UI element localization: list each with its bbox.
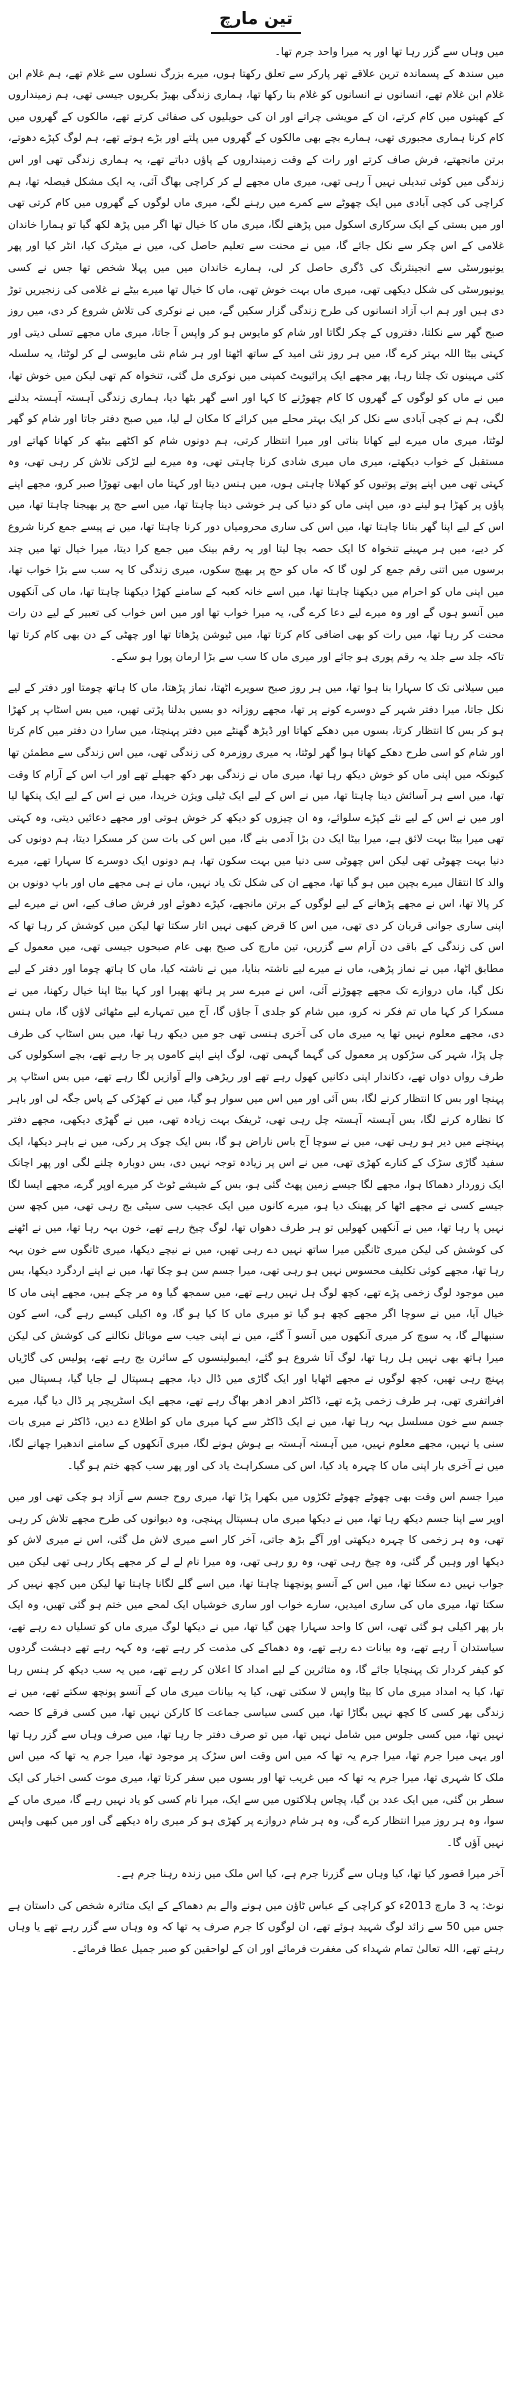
article-paragraph-1: میں سندھ کے پسماندہ ترین علاقے تھر پارکر سے تعلق رکھتا ہوں، میرے بزرگ نسلوں سے غلام تھے، ہم غلام ابن غلام ابن غلام تھے، انسانوں نے انسانوں کو غلام بنا رکھا تھا، ہماری زندگی بھیڑ بکریوں جیسی تھی، ہم زمینداروں کے کھیتوں میں کام کرتے، ان کے مویشی چراتے اور ان کی حویلیوں کی صفائی کرتے تھے، مالکوں کے گھروں میں کام کرنا ہماری مجبوری تھی، ہمارے بچے بھی مالکوں کے گھروں میں پلتے اور بڑے ہوتے تھے، ہم لوگ کپڑے دھوتے، برتن مانجھتے، فرش صاف کرتے اور رات کے وقت زمینداروں کے پاؤں دباتے تھے، یہ ہماری زندگی تھی اور اس زندگی میں کوئی تبدیلی نہیں آ رہی تھی، میری ماں مجھے لے کر کراچی بھاگ آئی، یہ ایک مشکل فیصلہ تھا، ہم کراچی کی کچی آبادی میں ایک چھوٹے سے کمرے میں رہنے لگے، میری ماں لوگوں کے گھروں میں کام کرتی تھی اور میں بستی کے ایک سرکاری اسکول میں پڑھنے لگا، میری ماں کا خیال تھا اگر میں پڑھ لکھ گیا تو ہمارا خاندان غلامی کے اس چکر سے نکل جائے گا، میں نے محنت سے تعلیم حاصل کی، میں نے میٹرک کیا، انٹر کیا اور پھر یونیورسٹی سے انجینئرنگ کی ڈگری حاصل کر لی، ہمارے خاندان میں میں پہلا شخص تھا جس نے کسی یونیورسٹی کی شکل دیکھی تھی، میری ماں بہت خوش تھی، ماں کا خیال تھا میرے بیٹے نے غلامی کی زنجیریں توڑ دی ہیں اور ہم اب آزاد انسانوں کی طرح زندگی گزار سکیں گے، میں نے نوکری کی تلاش شروع کر دی، میں روز صبح گھر سے نکلتا، دفتروں کے چکر لگاتا اور شام کو مایوس ہو کر واپس آ جاتا، میری ماں مجھے تسلی دیتی اور کہتی بیٹا اللہ بہتر کرے گا، میں ہر روز نئی امید کے ساتھ اٹھتا اور ہر شام نئی مایوسی لے کر لوٹتا، یہ سلسلہ کئی مہینوں تک چلتا رہا، پھر مجھے ایک پرائیویٹ کمپنی میں نوکری مل گئی، تنخواہ کم تھی لیکن میں خوش تھا، میں نے ماں کو لوگوں کے گھروں کا کام چھوڑنے کا کہا اور اسے گھر بٹھا دیا، ہماری زندگی آہستہ آہستہ بدلنے لگی، ہم نے کچی آبادی سے نکل کر ایک بہتر محلے میں کرائے کا مکان لے لیا، میں صبح دفتر جاتا اور شام کو گھر لوٹتا، میری ماں میرے لیے کھانا بناتی اور میرا انتظار کرتی، ہم دونوں شام کو اکٹھے بیٹھ کر کھانا کھاتے اور مستقبل کے خواب دیکھتے، میری ماں میری شادی کرنا چاہتی تھی، وہ میرے لیے لڑکی تلاش کر رہی تھی، وہ کہتی تھی میں اپنے پوتے پوتیوں کو کھلانا چاہتی ہوں، میں ہنس دیتا اور کہتا ماں ابھی تھوڑا صبر کرو، مجھے اپنے پاؤں پر کھڑا ہو لینے دو، میں اپنی ماں کو دنیا کی ہر خوشی دینا چاہتا تھا، میں اسے حج پر بھیجنا چاہتا تھا، میں اس کے لیے اپنا گھر بنانا چاہتا تھا، میں اس کی ساری محرومیاں دور کرنا چاہتا تھا، میں نے پیسے جمع کرنا شروع کر دیے، میں ہر مہینے تنخواہ کا ایک حصہ بچا لیتا اور یہ رقم بینک میں جمع کرا دیتا، میرا خیال تھا میں چند برسوں میں اتنی رقم جمع کر لوں گا کہ ماں کو حج پر بھیج سکوں، میری زندگی کا یہ سب سے بڑا خواب تھا، میں اپنی ماں کو احرام میں دیکھنا چاہتا تھا، میں اسے خانہ کعبہ کے سامنے کھڑا دیکھنا چاہتا تھا، ماں کی آنکھوں میں آنسو ہوں گے اور وہ میرے لیے دعا کرے گی، یہ میرا خواب تھا اور میں اس خواب کی تعبیر کے لیے دن رات محنت کر رہا تھا، میں رات کو بھی اضافی کام کرتا تھا، میں ٹیوشن پڑھاتا تھا اور چھٹی کے دن بھی کام کرتا تھا تاکہ جلد سے جلد یہ رقم پوری ہو جائے اور میری ماں کا سب سے بڑا ارمان پورا ہو سکے۔ [8,67,504,663]
article-paragraph-2: میں سیلانی تک کا سہارا بنا ہوا تھا، میں ہر روز صبح سویرے اٹھتا، نماز پڑھتا، ماں کا ہاتھ چومتا اور دفتر کے لیے نکل جاتا، میرا دفتر شہر کے دوسرے کونے پر تھا، مجھے روزانہ دو بسیں بدلنا پڑتی تھیں، میں بس اسٹاپ پر کھڑا ہو کر بس کا انتظار کرتا، بسوں میں دھکے کھاتا اور ڈیڑھ گھنٹے میں دفتر پہنچتا، میں سارا دن دفتر میں کام کرتا اور شام کو اسی طرح دھکے کھاتا ہوا گھر لوٹتا، یہ میری روزمرہ کی زندگی تھی، میں اس زندگی سے مطمئن تھا کیونکہ میں اپنی ماں کو خوش دیکھ رہا تھا، میری ماں نے زندگی بھر دکھ جھیلے تھے اور اب اس کے آرام کا وقت تھا، میں اسے ہر آسائش دینا چاہتا تھا، میں نے اس کے لیے ایک ٹیلی ویژن خریدا، میں نے اس کے لیے ایک پنکھا لیا اور میں نے اس کے لیے نئے کپڑے سلوائے، وہ ان چیزوں کو دیکھ کر خوش ہوتی اور مجھے دعائیں دیتی، وہ کہتی تھی میرا بیٹا بہت لائق ہے، میرا بیٹا ایک دن بڑا آدمی بنے گا، میں اس کی بات سن کر مسکرا دیتا، ہم دونوں کی دنیا بہت چھوٹی تھی لیکن اس چھوٹی سی دنیا میں بہت سکون تھا، ہم دونوں ایک دوسرے کا سہارا تھے، میرے والد کا انتقال میرے بچپن میں ہو گیا تھا، مجھے ان کی شکل تک یاد نہیں، ماں نے ہی مجھے ماں اور باپ دونوں بن کر پالا تھا، اس نے مجھے پڑھانے کے لیے لوگوں کے برتن مانجھے، کپڑے دھوئے اور فرش صاف کیے، اس نے میرے لیے اپنی ساری جوانی قربان کر دی تھی، میں اس کا قرض کبھی نہیں اتار سکتا تھا لیکن میں کوشش کر رہا تھا کہ اس کی زندگی کے باقی دن آرام سے گزریں، تین مارچ کی صبح بھی عام صبحوں جیسی تھی، میں معمول کے مطابق اٹھا، میں نے نماز پڑھی، ماں نے میرے لیے ناشتہ بنایا، میں نے ناشتہ کیا، ماں کا ہاتھ چوما اور دفتر کے لیے نکل گیا، ماں دروازے تک مجھے چھوڑنے آئی، اس نے میرے سر پر ہاتھ پھیرا اور کہا بیٹا اپنا خیال رکھنا، میں نے مسکرا کر کہا ماں تم فکر نہ کرو، میں شام کو جلدی آ جاؤں گا، آج میں تمہارے لیے مٹھائی لاؤں گا، ماں ہنس دی، مجھے معلوم نہیں تھا یہ میری ماں کی آخری ہنسی تھی جو میں دیکھ رہا تھا، میں بس اسٹاپ کی طرف چل پڑا، شہر کی سڑکوں پر معمول کی گہما گہمی تھی، لوگ اپنے اپنے کاموں پر جا رہے تھے، بچے اسکولوں کی طرف رواں دواں تھے، دکاندار اپنی دکانیں کھول رہے تھے اور ریڑھی والے آوازیں لگا رہے تھے، میں بس اسٹاپ پر پہنچا اور بس کا انتظار کرنے لگا، بس آئی اور میں اس میں سوار ہو گیا، میں نے کھڑکی کے پاس جگہ لی اور باہر کا نظارہ کرنے لگا، بس آہستہ آہستہ چل رہی تھی، ٹریفک بہت زیادہ تھی، میں نے گھڑی دیکھی، مجھے دفتر پہنچنے میں دیر ہو رہی تھی، میں نے سوچا آج باس ناراض ہو گا، بس ایک چوک پر رکی، میں نے باہر دیکھا، ایک سفید گاڑی سڑک کے کنارے کھڑی تھی، میں نے اس پر زیادہ توجہ نہیں دی، بس دوبارہ چلنے لگی اور پھر اچانک ایک زوردار دھماکا ہوا، مجھے لگا جیسے زمین پھٹ گئی ہو، بس کے شیشے ٹوٹ کر میرے اوپر گرے، مجھے ایسا لگا جیسے کسی نے مجھے اٹھا کر پھینک دیا ہو، میرے کانوں میں ایک عجیب سی سیٹی بج رہی تھی، میں کچھ سن نہیں پا رہا تھا، میں نے آنکھیں کھولیں تو ہر طرف دھواں تھا، لوگ چیخ رہے تھے، خون بہہ رہا تھا، میں نے اٹھنے کی کوشش کی لیکن میری ٹانگیں میرا ساتھ نہیں دے رہی تھیں، میں نے نیچے دیکھا، میری ٹانگوں سے خون بہہ رہا تھا، مجھے کوئی تکلیف محسوس نہیں ہو رہی تھی، میرا جسم سن ہو چکا تھا، میں نے اپنے اردگرد دیکھا، بس میں موجود لوگ زخمی پڑے تھے، کچھ لوگ ہل نہیں رہے تھے، میں سمجھ گیا وہ مر چکے ہیں، مجھے اپنی ماں کا خیال آیا، میں نے سوچا اگر مجھے کچھ ہو گیا تو میری ماں کا کیا ہو گا، وہ اکیلی کیسے رہے گی، اسے کون سنبھالے گا، یہ سوچ کر میری آنکھوں میں آنسو آ گئے، میں نے اپنی جیب سے موبائل نکالنے کی کوشش کی لیکن میرا ہاتھ بھی نہیں ہل رہا تھا، لوگ آنا شروع ہو گئے، ایمبولینسوں کے سائرن بج رہے تھے، پولیس کی گاڑیاں پہنچ رہی تھیں، کچھ لوگوں نے مجھے اٹھایا اور ایک گاڑی میں ڈال دیا، مجھے ہسپتال لے جایا گیا، ہسپتال میں افراتفری تھی، ہر طرف زخمی پڑے تھے، ڈاکٹر ادھر ادھر بھاگ رہے تھے، مجھے ایک اسٹریچر پر ڈال دیا گیا، میرے جسم سے خون مسلسل بہہ رہا تھا، میں نے ایک ڈاکٹر سے کہا میری ماں کو اطلاع دے دیں، ڈاکٹر نے میری بات سنی یا نہیں، مجھے معلوم نہیں، میں آہستہ آہستہ بے ہوش ہونے لگا، میری آنکھوں کے سامنے اندھیرا چھانے لگا، میں نے آخری بار اپنی ماں کا چہرہ یاد کیا، اس کی مسکراہٹ یاد کی اور پھر سب کچھ ختم ہو گیا۔ [8,682,504,1472]
article-title: تین مارچ [219,9,293,29]
article-paragraph-3: میرا جسم اس وقت بھی چھوٹے چھوٹے ٹکڑوں میں بکھرا پڑا تھا، میری روح جسم سے آزاد ہو چکی تھی اور میں اوپر سے اپنا جسم دیکھ رہا تھا، میں نے دیکھا میری ماں ہسپتال پہنچی، وہ دیوانوں کی طرح مجھے تلاش کر رہی تھی، وہ ہر زخمی کا چہرہ دیکھتی اور آگے بڑھ جاتی، آخر کار اسے میری لاش مل گئی، اس نے میری لاش کو دیکھا اور وہیں گر گئی، وہ چیخ رہی تھی، وہ رو رہی تھی، وہ میرا نام لے لے کر مجھے پکار رہی تھی لیکن میں جواب نہیں دے سکتا تھا، میں اس کے آنسو پونچھنا چاہتا تھا، میں اسے گلے لگانا چاہتا تھا لیکن میں کچھ نہیں کر سکتا تھا، میری ماں کی ساری امیدیں، سارے خواب اور ساری خوشیاں ایک لمحے میں ختم ہو گئی تھیں، وہ ایک بار پھر اکیلی ہو گئی تھی، اس کا واحد سہارا چھن گیا تھا، میں نے دیکھا لوگ میری ماں کو تسلیاں دے رہے تھے، سیاستدان آ رہے تھے، وہ بیانات دے رہے تھے، وہ دھماکے کی مذمت کر رہے تھے، وہ کہہ رہے تھے دہشت گردوں کو کیفر کردار تک پہنچایا جائے گا، وہ متاثرین کے لیے امداد کا اعلان کر رہے تھے، میں یہ سب دیکھ کر ہنس رہا تھا، کیا یہ امداد میری ماں کا بیٹا واپس لا سکتی تھی، کیا یہ بیانات میری ماں کے آنسو پونچھ سکتے تھے، میں نے زندگی بھر کسی کا کچھ نہیں بگاڑا تھا، میں کسی سیاسی جماعت کا کارکن نہیں تھا، میں کسی فرقے کا حصہ نہیں تھا، میں کسی جلوس میں شامل نہیں تھا، میں تو صرف دفتر جا رہا تھا، میں صرف وہاں سے گزر رہا تھا اور یہی میرا جرم تھا، میرا جرم یہ تھا کہ میں اس وقت اس سڑک پر موجود تھا، میرا جرم یہ تھا کہ میں اس ملک کا شہری تھا، میرا جرم یہ تھا کہ میں غریب تھا اور بسوں میں سفر کرتا تھا، میری موت کسی اخبار کی ایک سطر بن گئی، میں ایک عدد بن گیا، پچاس ہلاکتوں میں سے ایک، میرا نام کسی کو یاد نہیں رہے گا، میری ماں کے سوا، وہ ہر روز میرا انتظار کرے گی، وہ ہر شام دروازے پر کھڑی ہو کر میری راہ دیکھے گی اور میں کبھی واپس نہیں آؤں گا۔ [8,1491,504,1849]
article-footnote: نوٹ: یہ 3 مارچ 2013ء کو کراچی کے عباس ٹاؤن میں ہونے والے بم دھماکے کے ایک متاثرہ شخص کی داستان ہے جس میں 50 سے زائد لوگ شہید ہوئے تھے، ان لوگوں کا جرم صرف یہ تھا کہ وہ وہاں سے گزر رہے تھے یا وہاں رہتے تھے، اللہ تعالیٰ تمام شہداء کی مغفرت فرمائے اور ان کے لواحقین کو صبر جمیل عطا فرمائے۔ [8,1899,505,1956]
article-closing-line: آخر میرا قصور کیا تھا، کیا وہاں سے گزرنا جرم ہے، کیا اس ملک میں زندہ رہنا جرم ہے۔ [115,1868,504,1881]
title-underline [211,32,301,34]
article-opening-line: میں وہاں سے گزر رہا تھا اور یہ میرا واحد جرم تھا۔ [274,46,504,58]
